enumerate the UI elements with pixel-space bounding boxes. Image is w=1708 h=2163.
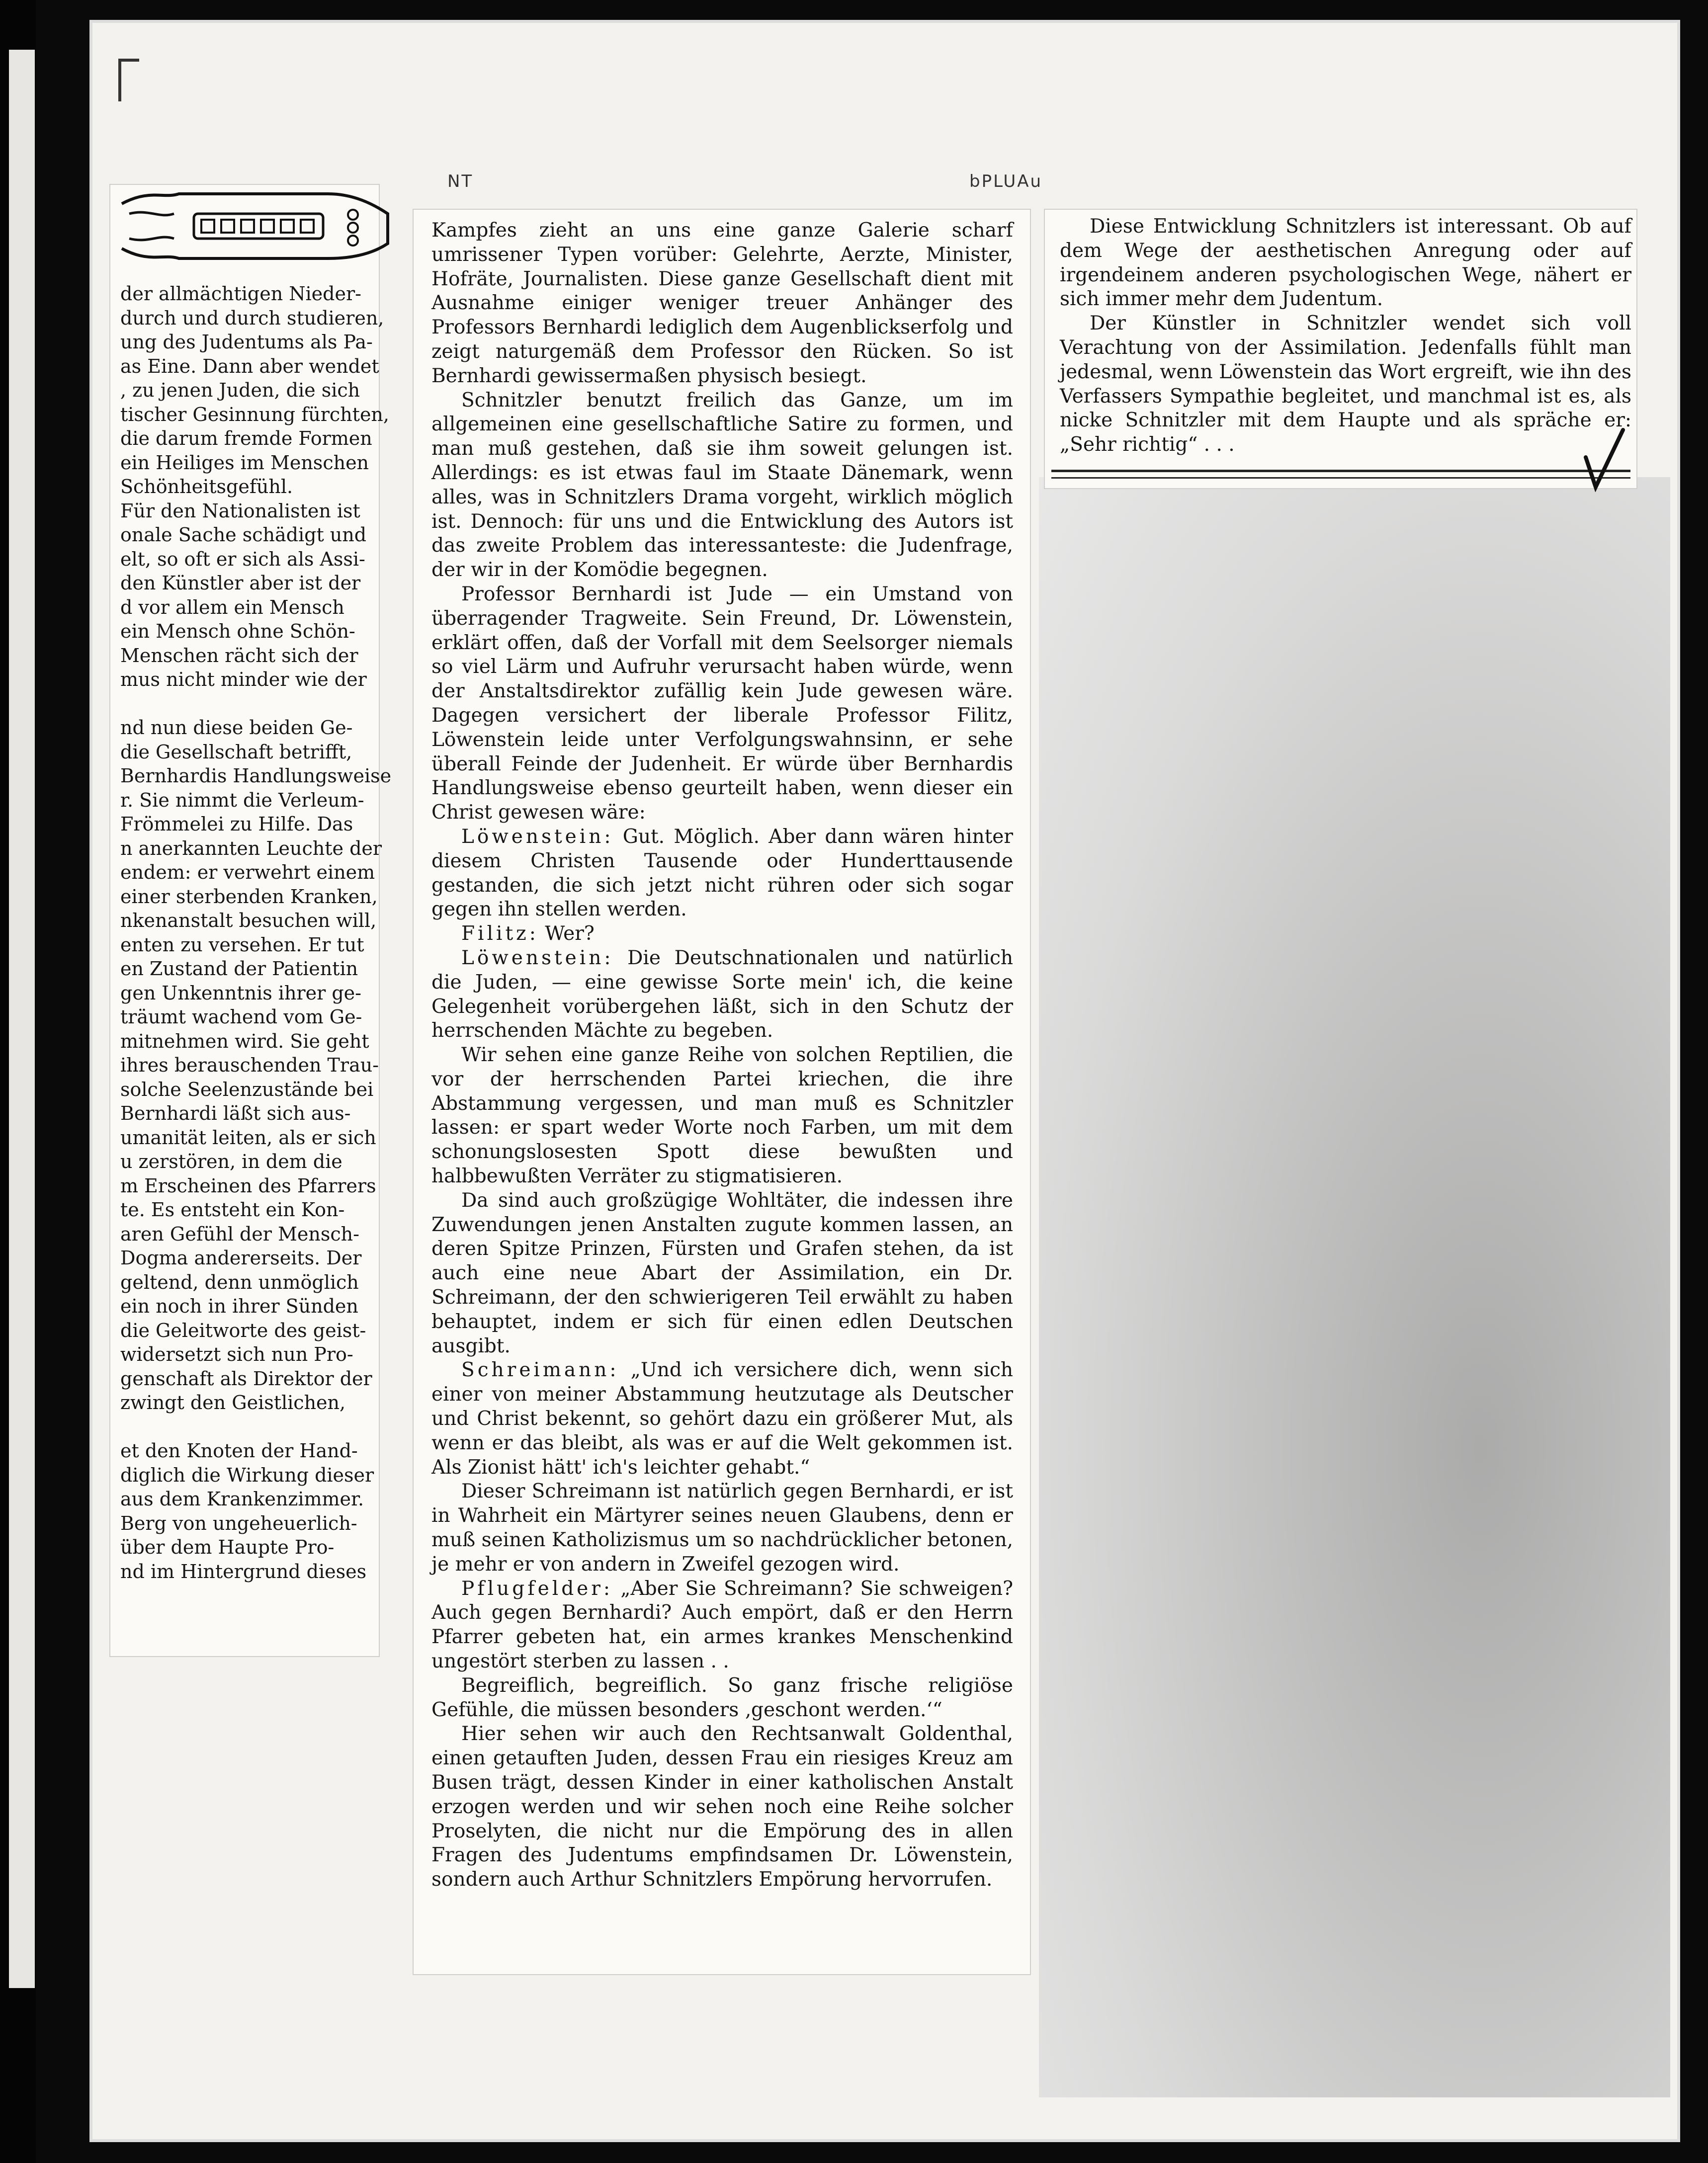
paragraph-text: Hier sehen wir auch den Rechtsanwalt Goldenthal, einen getauften Juden, dessen Frau ein riesiges Kreuz am Busen trägt, dessen Kinder in einer katholischen Anstalt erzogen werden und wir sehen noch eine Reihe solcher Proselyten, die nicht nur die Empörung des in allen Fragen des Judentums empfindsamen Dr. Löwenstein, sondern auch Arthur Schnitzlers Empörung hervorrufen. (431, 1723, 1013, 1891)
left-column-line: aren Gefühl der Mensch- (120, 1223, 359, 1245)
left-column-line: widersetzt sich nun Pro- (120, 1343, 353, 1365)
paragraph-text: Schnitzler benutzt freilich das Ganze, um im allgemeinen eine gesellschaftliche Satire zu formen, und man muß gestehen, daß sie ihm soweit gelungen ist. Allerdings: es ist etwas faul im Staate Dänemark, wenn alles, was in Schnitzlers Drama vorgeht, wirklich möglich ist. Dennoch: für uns und die Entwicklung des Autors ist das zweite Problem das interessanteste: die Judenfrage, der wir in der Komödie begegnen. (431, 389, 1013, 582)
left-column-line: genschaft als Direktor der (120, 1367, 372, 1390)
left-column-line: die darum fremde Formen (120, 427, 372, 449)
speaker-name: Löwenstein: (461, 946, 614, 969)
header-fragment-right: bPLUAu (969, 171, 1043, 191)
left-column-line: nd nun diese beiden Ge- (120, 717, 353, 739)
left-column-line: Berg von ungeheuerlich- (120, 1512, 357, 1534)
middle-paragraph (431, 389, 1013, 582)
left-column-line: ein noch in ihrer Sünden (120, 1295, 358, 1317)
left-column-line: nkenanstalt besuchen will, (120, 910, 377, 931)
left-column-line: Bernhardis Handlungsweise (120, 765, 392, 787)
ornament-icon (119, 184, 398, 268)
right-column-text (1060, 215, 1631, 457)
left-column-line: den Künstler aber ist der (120, 572, 361, 594)
left-column-line: die Geleitworte des geist- (120, 1319, 366, 1341)
left-column-clipping (109, 184, 392, 1657)
left-column-line: ung des Judentums als Pa- (120, 331, 373, 353)
paragraph-text: Dieser Schreimann ist natürlich gegen Bernhardi, er ist in Wahrheit ein Märtyrer seines neuen Glaubens, denn er muß seinen Katholizismus um so nachdrücklicher betonen, je mehr er von andern in Zweifel gezogen wird. (431, 1480, 1013, 1576)
left-column-line: , zu jenen Juden, die sich (120, 379, 360, 401)
left-column-line: ein Mensch ohne Schön- (120, 620, 355, 642)
paragraph-text: Wir sehen eine ganze Reihe von solchen Reptilien, die vor der herrschenden Partei kriechen, die ihre Abstammung vergessen, und man muß es Schnitzler lassen: er spart weder Worte noch Farben, um mit dem schonungslosesten Spott diese bewußten und halbbewußten Verräter zu stigmatisieren. (431, 1044, 1013, 1188)
paragraph-text: Die Deutschnationalen und natürlich die Juden, — eine gewisse Sorte mein' ich, die keine Gelegenheit vorübergehen läßt, sich in den Schutz der herrschenden Mächte zu begeben. (431, 946, 1013, 1042)
paragraph-text: Kampfes zieht an uns eine ganze Galerie scharf umrissener Typen vorüber: Gelehrte, Aerzte, Minister, Hofräte, Journalisten. Diese ganze Gesellschaft dient mit Ausnahme einiger weniger treuer Anhänger des Professors Bernhardi lediglich dem Augenblickserfolg und zeigt naturgemäß dem Professor den Rücken. So ist Bernhardi gewissermaßen physisch besiegt. (431, 219, 1013, 387)
middle-column-clipping (413, 209, 1031, 1975)
left-column-line: m Erscheinen des Pfarrers (120, 1174, 376, 1197)
middle-paragraph (431, 1722, 1013, 1892)
speaker-name: Löwenstein: (461, 825, 614, 848)
paragraph-text: „Und ich versichere dich, wenn sich einer von meiner Abstammung heutzutage als Deutscher und Christ bekennt, so gehört dazu ein größerer Mut, als wenn er das bleibt, als was er auf die Welt gekommen ist. Als Zionist hätt' ich's leichter gehabt.“ (431, 1359, 1013, 1479)
left-column-line (120, 1415, 369, 1439)
left-column-line: träumt wachend vom Ge- (120, 1006, 362, 1028)
left-column-line: tischer Gesinnung fürchten, (120, 403, 389, 425)
left-column-line: durch und durch studieren, (120, 307, 384, 329)
paper-stain (1039, 477, 1670, 2097)
left-column-line: umanität leiten, als er sich (120, 1126, 376, 1149)
left-column-line: as Eine. Dann aber wendet (120, 355, 379, 377)
paragraph-text: Wer? (538, 922, 595, 945)
middle-paragraph (431, 1577, 1013, 1674)
left-column-line: der allmächtigen Nieder- (120, 283, 361, 305)
left-column-line: solche Seelenzustände bei (120, 1078, 374, 1100)
middle-paragraph (431, 922, 1013, 946)
middle-paragraph (431, 219, 1013, 389)
left-column-line: u zerstören, in dem die (120, 1151, 342, 1172)
middle-paragraph (431, 946, 1013, 1043)
left-column-line: diglich die Wirkung dieser (120, 1464, 374, 1486)
left-column-line: r. Sie nimmt die Verleum- (120, 789, 364, 811)
left-column-line: mitnehmen wird. Sie geht (120, 1030, 369, 1052)
paragraph-text: Professor Bernhardi ist Jude — ein Umstand von überragender Tragweite. Sein Freund, Dr. Löwenstein, erklärt offen, daß der Vorfall mit dem Seelsorger niemals so viel Lärm und Aufruhr verursacht haben würde, wenn der Anstaltsdirektor zufällig kein Jude gewesen wäre. Dagegen versichert der liberale Professor Filitz, Löwenstein leide unter Verfolgungswahnsinn, er sehe überall Feinde der Judenheit. Er würde über Bernhardis Handlungsweise ebenso geurteilt haben, wenn dieser ein Christ gewesen wäre: (431, 582, 1013, 824)
left-column-line: ihres berauschenden Trau- (120, 1054, 379, 1076)
left-column-text (120, 282, 392, 1583)
middle-paragraph (431, 1674, 1013, 1723)
middle-paragraph (431, 582, 1013, 825)
left-column-line (120, 692, 369, 716)
speaker-name: Schreimann: (461, 1359, 619, 1382)
left-column-line: elt, so oft er sich als Assi- (120, 548, 365, 570)
left-column-line: n anerkannten Leuchte der (120, 837, 382, 859)
left-column-line: aus dem Krankenzimmer. (120, 1488, 364, 1510)
middle-paragraph (431, 1189, 1013, 1359)
left-column-line: gen Unkenntnis ihrer ge- (120, 982, 361, 1004)
right-paragraph: Der Künstler in Schnitzler wendet sich voll Verachtung von der Assimilation. Jedenfalls fühlt man jedesmal, wenn Löwenstein das Wort ergreift, wie ihn des Verfassers Sympathie begleitet, und manchmal ist es, als nicke Schnitzler mit dem Haupte und als spräche er: „Sehr richtig“ . . . (1060, 312, 1631, 456)
speaker-name: Pflugfelder: (461, 1577, 613, 1600)
paragraph-text: Begreiflich, begreiflich. So ganz frische religiöse Gefühle, die müssen besonders ‚geschont werden.‘“ (431, 1674, 1013, 1721)
middle-column-text (431, 219, 1013, 1892)
corner-mark (118, 59, 139, 101)
middle-paragraph (431, 1480, 1013, 1577)
paragraph-text: Da sind auch großzügige Wohltäter, die indessen ihre Zuwendungen jenen Anstalten zugute kommen lassen, an deren Spitze Prinzen, Fürsten und Grafen stehen, da ist auch eine neue Abart der Assimilation, ein Dr. Schreimann, der den schwierigeren Teil erwählt zu haben behauptet, indem er sich für einen edlen Deutschen ausgibt. (431, 1189, 1013, 1357)
paragraph-text: „Aber Sie Schreimann? Sie schweigen? Auch gegen Bernhardi? Auch empört, daß er den Herrn Pfarrer gebeten hat, ein armes krankes Menschenkind ungestört sterben zu lassen . . (431, 1577, 1013, 1673)
middle-paragraph (431, 1358, 1013, 1480)
middle-paragraph (431, 1043, 1013, 1189)
middle-paragraph (431, 825, 1013, 922)
left-column-line: te. Es entsteht ein Kon- (120, 1199, 345, 1221)
left-column-line: onale Sache schädigt und (120, 524, 367, 546)
right-column-clipping (1044, 209, 1637, 489)
left-column-line: Frömmelei zu Hilfe. Das (120, 813, 353, 835)
right-paragraph: Diese Entwicklung Schnitzlers ist interessant. Ob auf dem Wege der aesthetischen Anregung oder auf irgendeinem anderen psychologischen Wege, nähert er sich immer mehr dem Judentum. (1060, 215, 1631, 311)
left-column-line: ein Heiliges im Menschen (120, 451, 369, 474)
left-scan-edge (0, 0, 36, 2163)
left-column-line: Schönheitsgefühl. (120, 476, 293, 498)
paragraph-text: Gut. Möglich. Aber dann wären hinter diesem Christen Tausende oder Hunderttausende gestanden, die sich jetzt nicht rühren oder sich sogar gegen ihn stellen werden. (431, 825, 1013, 921)
left-column-line: Menschen rächt sich der (120, 644, 358, 666)
left-column-line: endem: er verwehrt einem (120, 861, 375, 883)
double-rule (1051, 470, 1630, 479)
left-column-line: en Zustand der Patientin (120, 958, 358, 980)
left-column-line: einer sterbenden Kranken, (120, 885, 378, 908)
left-column-line: geltend, denn unmöglich (120, 1271, 359, 1293)
left-column-line: die Gesellschaft betrifft, (120, 741, 352, 763)
speaker-name: Filitz: (461, 922, 539, 945)
header-fragment-left: NT (447, 171, 474, 191)
left-column-line: Dogma andererseits. Der (120, 1247, 362, 1269)
left-column-line: zwingt den Geistlichen, (120, 1392, 346, 1414)
left-column-line: mus nicht minder wie der (120, 668, 367, 690)
left-column-line: enten zu versehen. Er tut (120, 933, 364, 956)
left-column-line: Bernhardi läßt sich aus- (120, 1102, 351, 1124)
left-column-line: Für den Nationalisten ist (120, 499, 360, 522)
left-column-line: über dem Haupte Pro- (120, 1536, 335, 1558)
adjacent-page-fragment (9, 50, 35, 1988)
left-column-line: et den Knoten der Hand- (120, 1440, 358, 1462)
pencil-check-mark-icon (1581, 427, 1625, 492)
left-column-line: nd im Hintergrund dieses (120, 1560, 367, 1582)
left-column-line: d vor allem ein Mensch (120, 596, 344, 618)
